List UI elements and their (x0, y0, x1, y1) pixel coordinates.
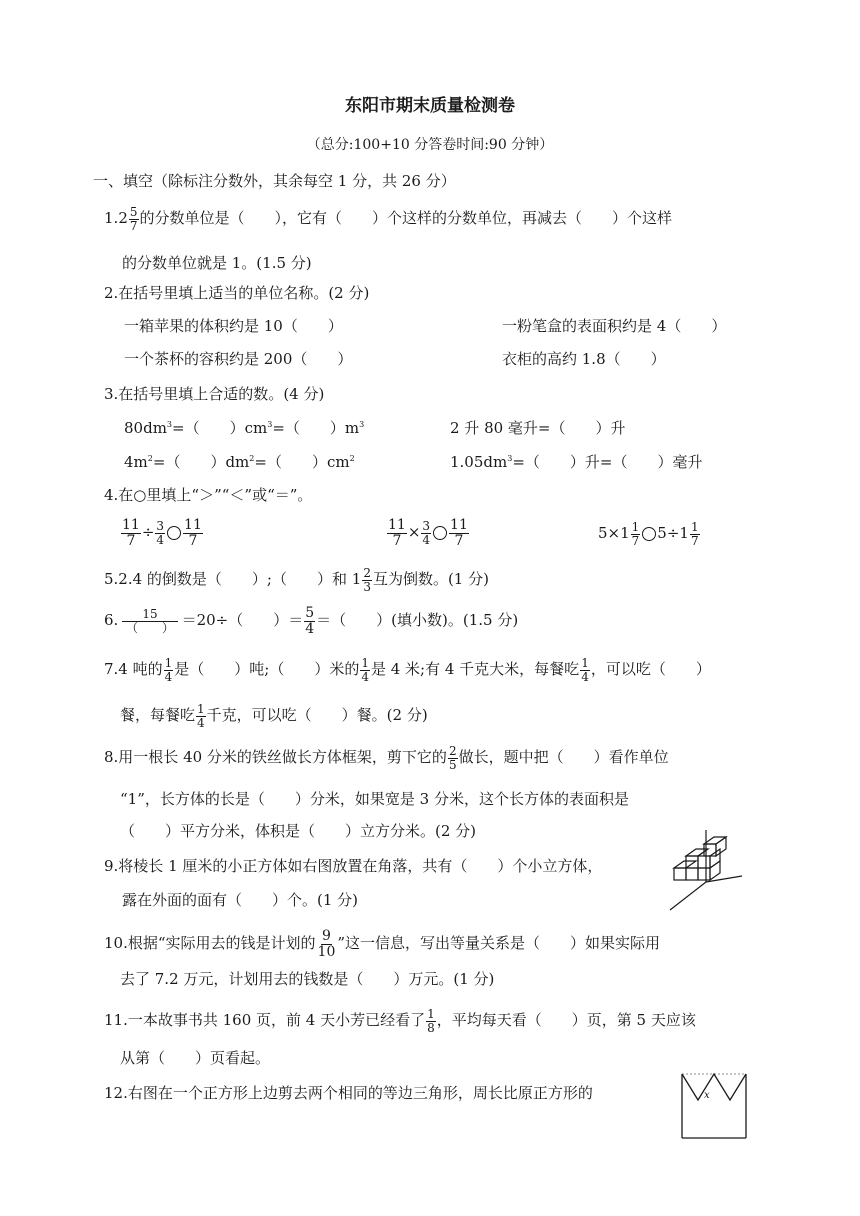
question-5: 5.2.4 的倒数是（ ）;（ ）和 1 $\frac{2}{3}$ 互为倒数。(1 分) (104, 566, 489, 594)
stacked-cubes-figure (664, 830, 744, 912)
compare-circle[interactable] (167, 526, 181, 540)
question-10-line-1: 10.根据“实际用去的钱是计划的 $\frac{9}{10}$ ”这一信息，写出等量关系是（ ）如果实际用 (104, 928, 661, 960)
compare-expression-1: $\frac{11}{7}$ ÷ $\frac{3}{4}$ $\frac{11}{7}$ (122, 517, 202, 549)
page-title: 东阳市期末质量检测卷 (345, 96, 515, 116)
question-9-line-1: 9.将棱长 1 厘米的小正方体如右图放置在角落，共有（ ）个小立方体， (104, 857, 603, 875)
question-7-line-2: 餐，每餐吃 $\frac{1}{4}$ 千克，可以吃（ ）餐。(2 分) (120, 702, 428, 730)
question-11-line-2: 从第（ ）页看起。 (120, 1049, 271, 1067)
section-heading: 一、填空（除标注分数外，其余每空 1 分，共 26 分） (93, 172, 456, 190)
question-10-line-2: 去了 7.2 万元，计划用去的钱数是（ ）万元。(1 分) (120, 970, 495, 988)
compare-circle[interactable] (642, 527, 656, 541)
question-2-item-2: 一粉笔盒的表面积约是 4（ ） (502, 317, 727, 335)
question-6: 6. $\frac{15}{( )}$ ＝20÷（ ）＝ $\frac{5}{4}$ ＝（ ）(填小数)。(1.5 分) (104, 605, 519, 637)
question-3-item-4: $1.05dm^3=$（ ）升=（ ）毫升 (450, 453, 703, 471)
question-2-item-1: 一箱苹果的体积约是 10（ ） (124, 317, 343, 335)
question-4-stem: 4.在○里填上“＞”“＜”或“＝”。 (104, 486, 313, 504)
exam-info: （总分:100+10 分答卷时间:90 分钟） (306, 137, 554, 153)
question-1-line-2: 的分数单位就是 1。(1.5 分) (122, 254, 312, 272)
question-7-line-1: 7.4 吨的 $\frac{1}{4}$ 是（ ）吨;（ ）米的 $\frac{1}{4}$ 是 4 米;有 4 千克大米，每餐吃 $\frac{1}{4}$ ，可以吃（ ） (104, 656, 711, 684)
fraction: $\frac{5}{7}$ (129, 205, 138, 233)
question-3-item-1: $80dm^3=$（ ）$cm^3=$（ ）$m^3$ (124, 419, 365, 437)
question-1-line-1: 1.2 $\frac{5}{7}$ 的分数单位是（ ），它有（ ）个这样的分数单位，再减去（ ）个这样 (104, 205, 673, 233)
question-3-item-2: 2 升 80 毫升=（ ）升 (450, 419, 626, 437)
cut-square-figure (680, 1072, 748, 1140)
question-8-line-3: （ ）平方分米，体积是（ ）立方分米。(2 分) (120, 822, 477, 840)
question-3-item-3: $4m^2=$（ ）$dm^2=$（ ）$cm^2$ (124, 453, 355, 471)
question-2-item-3: 一个茶杯的容积约是 200（ ） (124, 350, 353, 368)
question-2-item-4: 衣柜的高约 1.8（ ） (502, 350, 666, 368)
question-9-line-2: 露在外面的面有（ ）个。(1 分) (122, 891, 359, 909)
compare-expression-2: $\frac{11}{7}$ × $\frac{3}{4}$ $\frac{11}{7}$ (388, 517, 468, 549)
angle-label: x (704, 1090, 710, 1101)
question-8-line-2: “1”，长方体的长是（ ）分米，如果宽是 3 分米，这个长方体的表面积是 (120, 790, 629, 808)
compare-expression-3: 5×1 $\frac{1}{7}$ 5÷1 $\frac{1}{7}$ (598, 520, 699, 548)
question-2-stem: 2.在括号里填上适当的单位名称。(2 分) (104, 284, 370, 302)
question-12-line-1: 12.右图在一个正方形上边剪去两个相同的等边三角形，周长比原正方形的 (104, 1084, 593, 1102)
question-8-line-1: 8.用一根长 40 分米的铁丝做长方体框架，剪下它的 $\frac{2}{5}$ 做长，题中把（ ）看作单位 (104, 744, 669, 772)
question-3-stem: 3.在括号里填上合适的数。(4 分) (104, 385, 325, 403)
question-11-line-1: 11.一本故事书共 160 页，前 4 天小芳已经看了 $\frac{1}{8}$ ，平均每天看（ ）页，第 5 天应该 (104, 1007, 696, 1035)
compare-circle[interactable] (433, 526, 447, 540)
